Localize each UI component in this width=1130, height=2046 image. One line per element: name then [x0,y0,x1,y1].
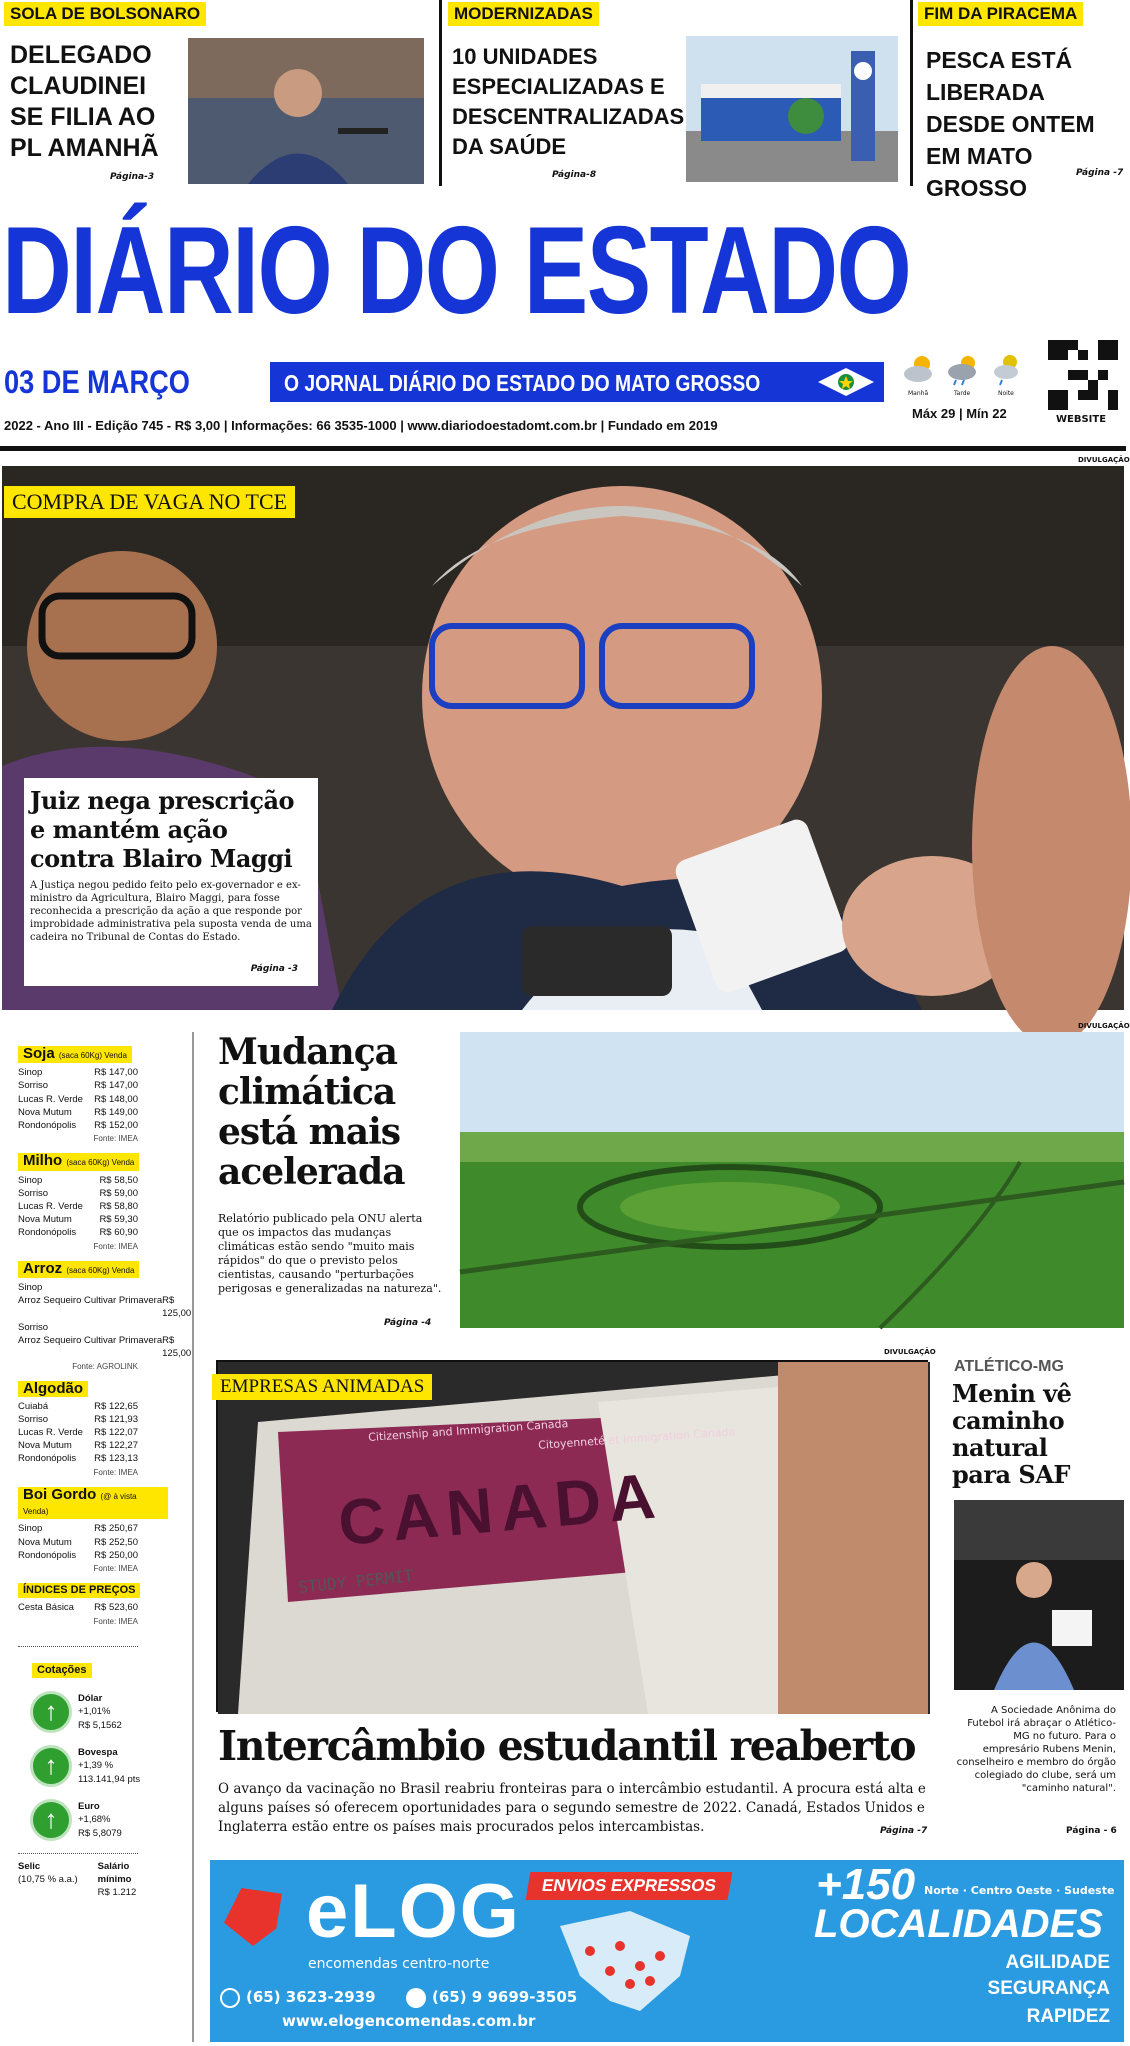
algodao-header [18,1381,88,1396]
dotted-rule [18,1853,138,1854]
location: Cesta Básica [18,1602,74,1614]
ad-url[interactable]: www.elogencomendas.com.br [282,2012,536,2030]
selic-label: Selic [18,1860,41,1872]
photo-credit: DIVULGAÇÃO [884,1348,936,1356]
price: R$ 148,00 [94,1093,138,1105]
location: Sinop [18,1174,43,1186]
location: Sinop [18,1067,43,1079]
location: Rondonópolis [18,1549,77,1561]
weather-label: Manhã [908,390,929,397]
source: Fonte: IMEA [93,1241,138,1251]
location: Sinop [18,1523,43,1535]
divider [439,0,442,186]
up-arrow-icon: ↑ [30,1799,72,1841]
markets-column [18,1040,192,1900]
price-row [18,1187,138,1200]
page-ref: Página -7 [1076,168,1124,178]
price: R$ 152,00 [94,1120,138,1132]
exchange-story-tag: EMPRESAS ANIMADAS [212,1374,432,1400]
exchange-body: O avanço da vacinação no Brasil reabriu fronteiras para o intercâmbio estudantil. A procura está alta e alguns países só oferecem oportunidades para o segundo semestre de 2022. Canadá, Estados Unidos e Inglaterra estão entre os países mais procurados pelos intercambistas. [218,1781,926,1835]
edition-date: 03 DE MARÇO [4,364,190,400]
price-row [18,1321,138,1334]
price-row [18,1093,138,1106]
commodity-name: Cotações [37,1663,87,1676]
ad-tagline: RAPIDEZ [1026,2006,1110,2027]
top-story-1-tag: SOLA DE BOLSONARO [4,2,206,26]
headline-line: DESDE ONTEM [926,111,1095,137]
price: R$ 147,00 [94,1080,138,1092]
up-arrow-icon: ↑ [30,1691,72,1733]
price: R$ 59,00 [99,1187,138,1199]
rates-row [18,1860,168,1900]
location: Rondonópolis [18,1227,77,1239]
lead-story-headline [30,786,312,873]
commodity-name: Boi Gordo [23,1485,97,1503]
location: Sorriso [18,1413,49,1425]
weather-label: Noite [998,390,1014,397]
arroz-rows [18,1281,192,1360]
location: Arroz Sequeiro Cultivar Primavera [18,1334,163,1346]
lead-story-box[interactable] [24,778,318,986]
edition-info-line: 2022 - Ano III - Edição 745 - R$ 3,00 | Informações: 66 3535-1000 | www.diariodoestadomt.com.br | Fundado em 2019 [4,418,718,433]
photo-credit: DIVULGAÇÃO [1078,1022,1130,1030]
price: R$ 252,50 [94,1536,138,1548]
quote-value: R$ 5,8079 [78,1827,122,1839]
dotted-rule [18,1646,138,1647]
algodao-rows [18,1400,168,1466]
forest-aerial-photo [460,1032,1124,1328]
whatsapp-icon [406,1988,426,2008]
price-row [18,1522,138,1535]
location: Cuiabá [18,1400,49,1412]
headline-line: 10 UNIDADES [452,44,598,69]
price-row [18,1066,138,1079]
quote-text [78,1692,122,1732]
quote-item [30,1689,168,1735]
price-row [18,1226,138,1239]
selic-value: (10,75 % a.a.) [18,1874,78,1886]
moon-cloud-icon [990,352,1026,390]
price-row [18,1549,138,1562]
price: R$ 123,13 [94,1453,138,1465]
source: Fonte: IMEA [93,1616,138,1626]
commodity-name: Soja [23,1045,55,1062]
headline-line: para SAF [952,1460,1070,1489]
quote-change: +1,39 % [78,1760,114,1772]
canada-passport-photo [216,1360,928,1712]
price: R$ 122,65 [94,1400,138,1412]
milho-header [18,1153,139,1170]
headline-line: LIBERADA [926,79,1045,105]
headline-line: caminho [952,1406,1065,1435]
top-story-3-tag: FIM DA PIRACEMA [918,2,1083,26]
page-ref: Página -4 [384,1318,432,1328]
headline-line: Menin vê [952,1379,1072,1408]
commodity-unit: (saca 60Kg) Venda [66,1158,135,1168]
lead-story-tag: COMPRA DE VAGA NO TCE [4,486,295,518]
price-row [18,1536,138,1549]
headline-line: EM MATO GROSSO [926,143,1033,201]
page-ref: Página-3 [110,172,155,182]
quote-text [78,1746,140,1786]
elog-ad[interactable] [210,1860,1124,2042]
commodity-unit: (saca 60Kg) Venda [58,1051,127,1060]
price: R$ 250,00 [94,1549,138,1561]
ad-tagline: SEGURANÇA [987,1978,1110,1999]
headline-line: climática [218,1071,396,1113]
price-row [18,1452,138,1465]
location: Sinop [18,1282,43,1294]
commodity-name: Algodão [23,1380,83,1398]
headline-line: e mantém ação [30,815,228,844]
boi-header [18,1487,168,1519]
headline-line: CLAUDINEI [10,72,147,100]
price-row [18,1200,138,1213]
price-row [18,1119,138,1132]
headline-line: Juiz nega prescrição [30,786,295,815]
divider [910,0,913,186]
price: R$ 523,60 [94,1602,138,1614]
photo-credit: DIVULGAÇÃO [1078,456,1130,464]
page-ref: Página -7 [880,1826,928,1836]
headline-line: está mais [218,1111,401,1153]
location: Nova Mutum [18,1536,72,1548]
salario-value: R$ 1.212 [97,1887,137,1899]
passport-canada-text: CANADA [335,1458,666,1560]
commodity-name: Arroz [23,1259,63,1277]
price: R$ 122,07 [94,1427,138,1439]
price: R$ 125,00 [162,1295,192,1320]
headline-line: Mudança [218,1031,397,1073]
price-row [18,1413,138,1426]
elog-brand: eLOG [306,1869,521,1954]
indices-rows [18,1601,168,1614]
claudinei-photo [188,38,424,184]
price-row [18,1281,138,1294]
soja-rows [18,1066,168,1132]
ad-tagline: AGILIDADE [1005,1952,1110,1973]
commodity-name: Milho [23,1152,63,1170]
quote-value: R$ 5,1562 [78,1719,122,1731]
quote-text [78,1800,122,1840]
headline-line: PL AMANHÃ [10,134,159,162]
location: Sorriso [18,1321,49,1333]
location: Nova Mutum [18,1106,72,1118]
cotacoes-list [18,1689,168,1843]
location: Arroz Sequeiro Cultivar Primavera [18,1295,163,1307]
column-divider [192,1032,194,2042]
ribbon: ENVIOS EXPRESSOS [526,1872,733,1900]
slogan-text: O JORNAL DIÁRIO DO ESTADO DO MATO GROSSO [284,370,761,396]
top-story-2-headline[interactable] [452,42,684,162]
ad-whatsapp[interactable]: (65) 9 9699-3505 [432,1988,578,2006]
top-story-3-headline[interactable] [926,44,1126,204]
location: Lucas R. Verde [18,1093,83,1105]
climate-body: Relatório publicado pela ONU alerta que os impactos das mudanças climáticas estão sendo "muito mais rápidos" do que o previsto pelos cientistas, causando "perturbações perigosas e generalizadas na natureza". [218,1212,442,1295]
passport-caption: Citoyenneté et Immigration Canada [537,1425,736,1452]
price-row [18,1439,138,1452]
headline-line: contra Blairo Maggi [30,844,293,873]
location: Lucas R. Verde [18,1427,83,1439]
location: Lucas R. Verde [18,1201,83,1213]
mato-grosso-flag-icon [814,366,878,398]
headline-line: DESCENTRALIZADAS [452,104,685,129]
quote-name: Bovespa [78,1747,118,1759]
selic-box [18,1860,78,1900]
price: R$ 59,30 [99,1214,138,1226]
website-label: WEBSITE [1056,414,1107,425]
price-row [18,1601,138,1614]
masthead-rule [0,446,1126,451]
sports-headline[interactable] [952,1380,1071,1488]
arroz-header [18,1261,139,1278]
cloud-sun-icon [902,352,938,390]
headline-line: DELEGADO [10,41,152,69]
location: Nova Mutum [18,1214,72,1226]
up-arrow-icon: ↑ [30,1745,72,1787]
ad-phone[interactable]: (65) 3623-2939 [246,1988,376,2006]
price-row [18,1294,192,1320]
temperature-minmax: Máx 29 | Mín 22 [912,406,1007,421]
sports-kicker: ATLÉTICO-MG [954,1358,1064,1375]
quote-name: Euro [78,1801,100,1813]
price: R$ 149,00 [94,1106,138,1118]
location: Sorriso [18,1080,49,1092]
price-row [18,1334,192,1360]
headline-line: ESPECIALIZADAS E [452,74,665,99]
headline-line: SE FILIA AO [10,103,156,131]
weather-box [900,348,1030,428]
quote-name: Dólar [78,1693,103,1705]
price-row [18,1426,138,1439]
price-row [18,1174,138,1187]
price-row [18,1400,138,1413]
exchange-headline[interactable]: Intercâmbio estudantil reaberto [218,1722,916,1770]
price: R$ 125,00 [162,1334,192,1360]
price: R$ 60,90 [99,1227,138,1239]
milho-rows [18,1174,168,1240]
passport-caption: STUDY PERMIT [297,1566,415,1597]
cloud-rain-icon [946,352,982,390]
price: R$ 147,00 [94,1067,138,1079]
cotacoes-header [32,1663,92,1678]
salario-box [98,1860,148,1900]
headline-line: acelerada [218,1151,405,1193]
elog-subtitle: encomendas centro-norte [308,1956,490,1972]
phone-icon [220,1988,240,2008]
indices-header [18,1583,140,1598]
source: Fonte: IMEA [93,1467,138,1477]
top-story-2-tag: MODERNIZADAS [448,2,599,26]
rubens-menin-photo [954,1500,1124,1690]
page-ref: Página-8 [552,170,597,180]
price-row [18,1079,138,1092]
price: R$ 122,27 [94,1440,138,1452]
quote-value: 113.141,94 pts [78,1773,141,1785]
location: Nova Mutum [18,1440,72,1452]
location: Sorriso [18,1187,49,1199]
commodity-unit: (saca 60Kg) Venda [66,1265,135,1275]
climate-headline[interactable] [218,1032,405,1192]
ad-localidades: LOCALIDADES [814,1902,1103,1946]
quote-change: +1,68% [78,1814,111,1826]
health-unit-photo [686,36,898,182]
source: Fonte: AGROLINK [72,1362,138,1372]
boi-rows [18,1522,168,1562]
qr-code-icon[interactable] [1048,340,1118,410]
top-story-1-headline[interactable] [10,40,159,164]
quote-item [30,1797,168,1843]
commodity-unit: (@ à vista Venda) [23,1491,137,1517]
source: Fonte: IMEA [93,1563,138,1573]
commodity-name: ÍNDICES DE PREÇOS [23,1584,136,1597]
headline-line: DA SAÚDE [452,134,567,159]
location: Rondonópolis [18,1120,77,1132]
ad-count: +150 [816,1860,916,1909]
slogan-bar [270,362,884,402]
quote-change: +1,01% [78,1706,111,1718]
passport-caption: Citizenship and Immigration Canada [367,1417,569,1444]
elog-logo-mark [224,1888,282,1946]
weather-label: Tarde [954,390,971,397]
masthead-title: DIÁRIO DO ESTADO [2,202,911,340]
price: R$ 58,50 [99,1174,138,1186]
headline-line: PESCA ESTÁ [926,47,1073,73]
price: R$ 58,80 [99,1201,138,1213]
source: Fonte: IMEA [93,1134,138,1144]
headline-line: natural [952,1433,1048,1462]
price-row [18,1106,138,1119]
price-row [18,1213,138,1226]
soja-header [18,1046,132,1063]
quote-item [30,1743,168,1789]
location: Rondonópolis [18,1453,77,1465]
price: R$ 121,93 [94,1413,138,1425]
salario-label: Salário mínimo [97,1860,132,1886]
sports-body: A Sociedade Anônima do Futebol irá abraçar o Atlético-MG no futuro. Para o empresário Rubens Menin, conselheiro e membro do órgão colegiado do clube, será um "caminho natural". [956,1705,1116,1794]
page-ref: Página -3 [250,964,298,974]
lead-story-body: A Justiça negou pedido feito pelo ex-governador e ex-ministro da Agricultura, Blairo Maggi, para fosse reconhecida a prescrição da ação a que responde por improbidade administrativa pela suposta venda de uma cadeira no Tribunal de Contas do Estado. [30,880,312,943]
page-ref: Página - 6 [1066,1826,1117,1836]
ad-regions: Norte · Centro Oeste · Sudeste [924,1884,1115,1897]
price: R$ 250,67 [94,1523,138,1535]
